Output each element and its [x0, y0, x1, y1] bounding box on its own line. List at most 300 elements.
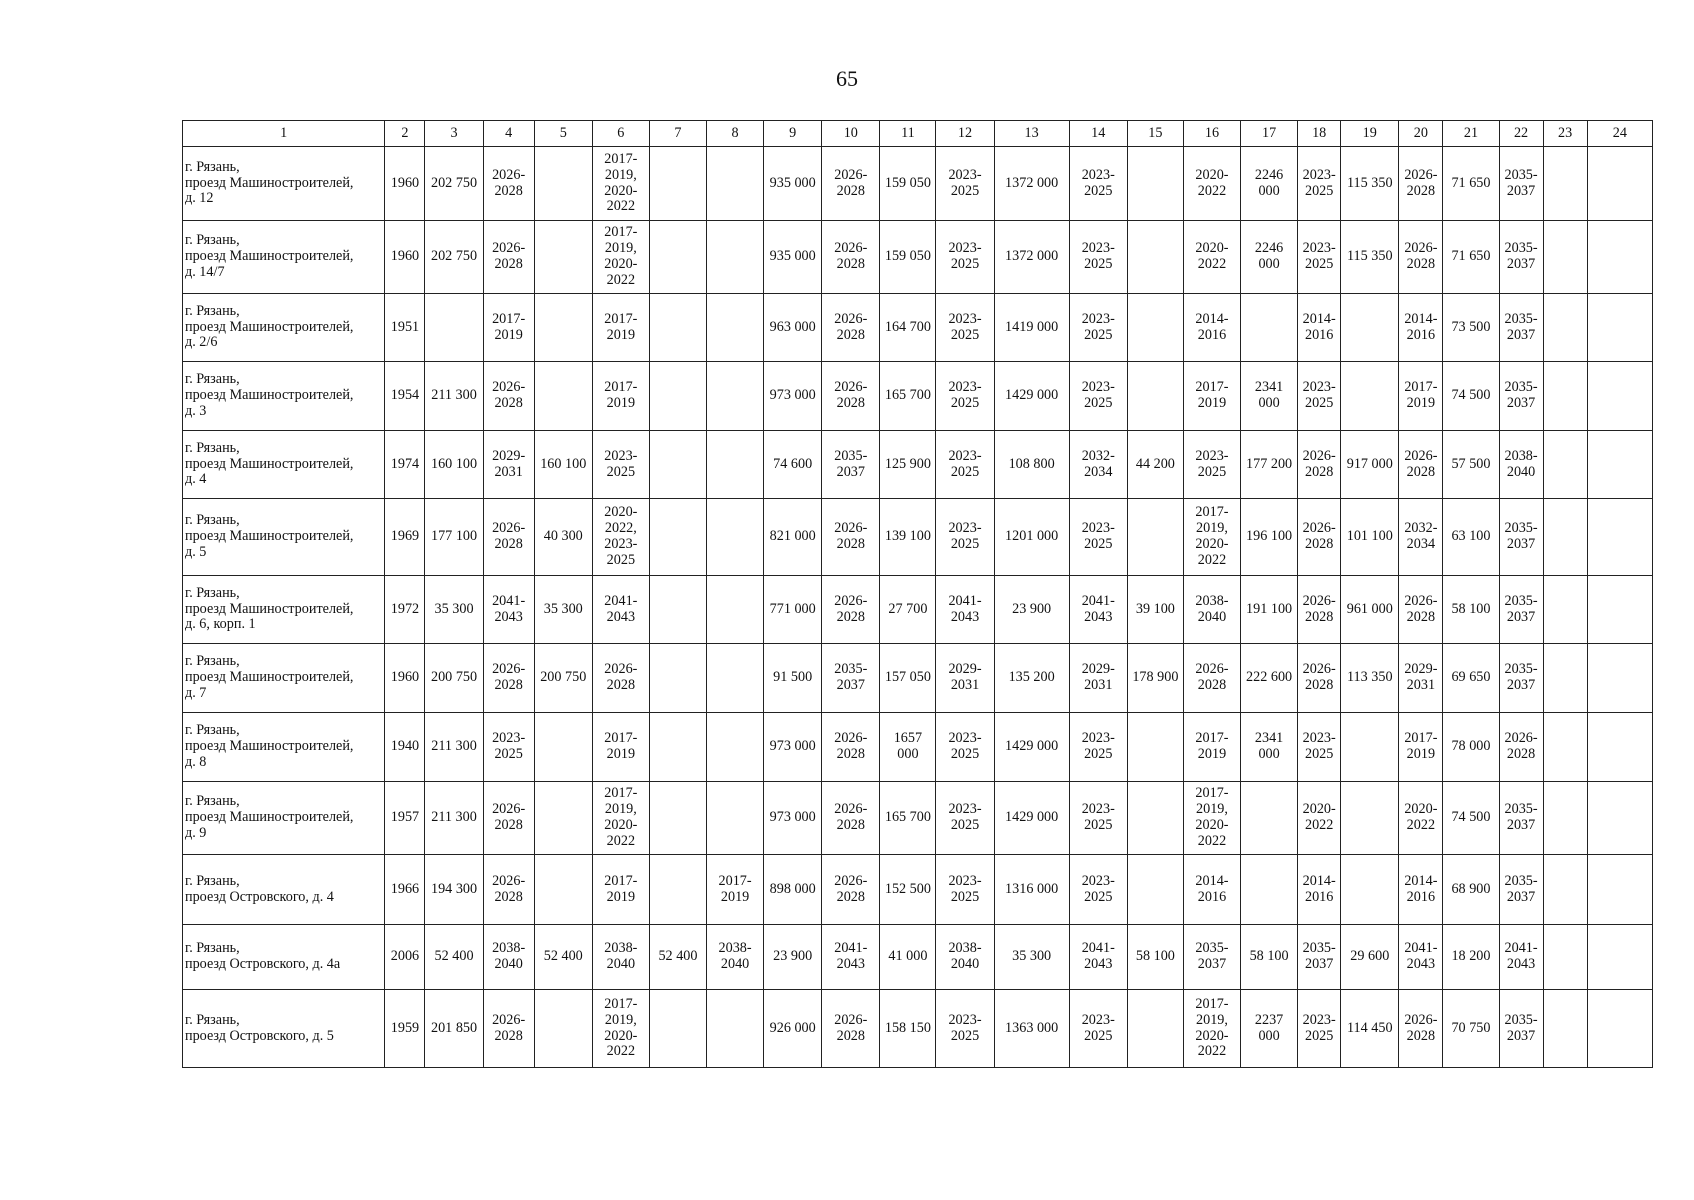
cell-line: 2017-	[492, 310, 526, 327]
cell-line: 108 800	[1008, 455, 1055, 472]
cell-line: 2038-	[1504, 447, 1538, 464]
table-cell	[1298, 925, 1341, 990]
table-cell	[425, 713, 483, 782]
cell-line: 2025	[1084, 326, 1113, 343]
address-cell	[183, 294, 385, 362]
cell-line: 2019	[1197, 395, 1227, 411]
cell-line: 35 300	[1012, 948, 1052, 965]
table-cell	[1443, 576, 1499, 644]
table-cell	[534, 294, 592, 362]
cell-line: г. Рязань,	[185, 371, 240, 388]
table-cell	[534, 499, 592, 576]
cell-line: д. 2/6	[185, 334, 218, 351]
table-cell	[649, 990, 706, 1068]
cell-line: проезд Машиностроителей,	[185, 174, 354, 191]
cell-line: 2035-	[1504, 872, 1538, 889]
cell-line: 2017-	[1195, 730, 1229, 747]
cell-line: 2028	[494, 1027, 523, 1044]
table-cell	[822, 925, 880, 990]
cell-line: 2020-	[1195, 817, 1229, 833]
cell-line: 2031	[950, 677, 980, 693]
cell-line: 58 100	[1135, 948, 1175, 965]
table-cell	[385, 644, 425, 713]
table-cell	[483, 782, 534, 855]
table-row	[183, 990, 1653, 1068]
table-cell	[707, 782, 764, 855]
table-cell	[1183, 362, 1240, 431]
table-cell	[1543, 147, 1587, 221]
cell-line: 2019,	[604, 1011, 637, 1028]
table-cell	[707, 644, 764, 713]
cell-line: проезд Машиностроителей,	[185, 738, 354, 755]
cell-line: 2040	[606, 956, 636, 972]
cell-line: 1363 000	[1005, 1019, 1059, 1036]
table-body	[183, 147, 1653, 1068]
table-cell	[1443, 147, 1499, 221]
table-cell	[880, 221, 936, 294]
cell-line: 202 750	[430, 174, 478, 191]
cell-line: 2022	[1304, 817, 1334, 833]
cell-line: 211 300	[431, 387, 477, 404]
cell-line: 2028	[494, 256, 523, 272]
cell-line: 963 000	[769, 318, 816, 335]
table-cell	[1543, 576, 1587, 644]
table-cell	[707, 990, 764, 1068]
table-cell	[764, 713, 822, 782]
cell-line: 2028	[836, 536, 865, 552]
cell-line: 2026-	[834, 730, 868, 747]
cell-line: г. Рязань,	[185, 722, 240, 739]
cell-line: г. Рязань,	[185, 653, 240, 670]
cell-line: 201 850	[430, 1019, 478, 1036]
cell-line: проезд Машиностроителей,	[185, 455, 354, 472]
cell-line: 2038-	[604, 940, 638, 957]
cell-line: 2026-	[1504, 730, 1538, 747]
cell-line: д. 6, корп. 1	[185, 616, 256, 633]
table-cell	[1543, 713, 1587, 782]
cell-line: 2017-	[604, 730, 638, 747]
table-cell	[880, 294, 936, 362]
cell-line: 2025	[950, 888, 980, 905]
column-number: 3	[425, 121, 483, 147]
cell-line: 2025	[1304, 182, 1334, 199]
cell-line: проезд Машиностроителей,	[185, 387, 354, 404]
table-cell	[483, 362, 534, 431]
cell-line: 2014-	[1195, 872, 1229, 889]
cell-line: 115 350	[1346, 248, 1393, 265]
cell-line: 2020-	[1195, 536, 1229, 552]
cell-line: 2035-	[1504, 240, 1538, 257]
table-cell	[707, 431, 764, 499]
cell-line: 69 650	[1451, 669, 1491, 686]
cell-line: 2037	[1506, 256, 1536, 272]
cell-line: 2025	[950, 326, 980, 343]
cell-line: 2025	[1197, 463, 1227, 480]
cell-line: 2023-	[948, 730, 982, 747]
cell-line: 2029-	[492, 447, 526, 464]
cell-line: 2037	[1304, 956, 1334, 972]
cell-line: 2028	[494, 395, 523, 411]
table-cell	[483, 576, 534, 644]
cell-line: 2035-	[1302, 940, 1336, 957]
table-cell	[1183, 221, 1240, 294]
cell-line: 2019	[606, 395, 636, 411]
table-cell	[1443, 782, 1499, 855]
cell-line: 973 000	[769, 809, 816, 826]
table-cell	[880, 782, 936, 855]
address-cell	[183, 782, 385, 855]
cell-line: 2032-	[1404, 520, 1438, 537]
table-cell	[764, 644, 822, 713]
cell-line: 2029-	[1404, 661, 1438, 678]
cell-line: 2023-	[948, 1011, 982, 1028]
cell-line: д. 7	[185, 684, 207, 701]
cell-line: 1966	[390, 880, 420, 897]
cell-line: 200 750	[430, 669, 478, 686]
table-cell	[425, 221, 483, 294]
table-row	[183, 499, 1653, 576]
table-cell	[1341, 431, 1399, 499]
table-cell	[425, 644, 483, 713]
cell-line: 35 300	[543, 600, 583, 617]
cell-line: проезд Машиностроителей,	[185, 248, 354, 265]
cell-line: 2041-	[1504, 940, 1538, 957]
cell-line: 1372 000	[1005, 248, 1059, 265]
table-cell	[994, 925, 1069, 990]
cell-line: 58 100	[1249, 948, 1289, 965]
cell-line: 2043	[1084, 956, 1113, 972]
cell-line: д. 4	[185, 471, 207, 488]
cell-line: 2026-	[492, 872, 526, 889]
cell-line: 2023-	[948, 801, 982, 818]
cell-line: 2026-	[1404, 166, 1438, 183]
cell-line: д. 5	[185, 543, 207, 560]
cell-line: 2025	[950, 746, 980, 762]
cell-line: 2028	[1304, 677, 1334, 693]
cell-line: 2023-	[948, 166, 982, 183]
table-cell	[592, 221, 649, 294]
table-cell	[385, 431, 425, 499]
cell-line: 2029-	[948, 661, 982, 678]
cell-line: 2028	[494, 182, 523, 199]
table-cell	[994, 499, 1069, 576]
table-cell	[592, 362, 649, 431]
cell-line: 2006	[390, 948, 420, 965]
cell-line: 68 900	[1451, 880, 1491, 897]
cell-line: 2246	[1254, 240, 1284, 257]
cell-line: 29 600	[1350, 948, 1390, 965]
table-cell	[1341, 147, 1399, 221]
cell-line: д. 8	[185, 753, 207, 770]
column-number: 5	[534, 121, 592, 147]
table-cell	[1341, 362, 1399, 431]
table-cell	[1298, 499, 1341, 576]
table-cell	[1183, 644, 1240, 713]
cell-line: 1940	[390, 738, 420, 755]
table-cell	[1587, 499, 1652, 576]
cell-line: 2026-	[1404, 447, 1438, 464]
table-cell	[1069, 221, 1127, 294]
cell-line: 2035-	[1504, 520, 1538, 537]
table-cell	[1298, 431, 1341, 499]
column-number: 21	[1443, 121, 1499, 147]
table-cell	[1587, 925, 1652, 990]
table-cell	[483, 713, 534, 782]
address-cell	[183, 644, 385, 713]
table-cell	[1499, 221, 1543, 294]
cell-line: 2038-	[948, 940, 982, 957]
table-cell	[385, 713, 425, 782]
cell-line: 2037	[1506, 395, 1536, 411]
cell-line: 159 050	[884, 248, 931, 265]
cell-line: 2031	[1084, 677, 1113, 693]
table-cell	[592, 782, 649, 855]
cell-line: 2025	[1304, 746, 1334, 762]
table-row	[183, 362, 1653, 431]
table-cell	[880, 855, 936, 925]
table-cell	[592, 499, 649, 576]
cell-line: 2028	[836, 608, 865, 625]
table-cell	[936, 990, 994, 1068]
cell-line: 2022	[1197, 551, 1227, 568]
address-cell	[183, 221, 385, 294]
table-cell	[822, 576, 880, 644]
table-cell	[1499, 147, 1543, 221]
cell-line: г. Рязань,	[185, 512, 240, 529]
cell-line: 2022	[606, 198, 636, 215]
table-cell	[385, 294, 425, 362]
table-cell	[1499, 782, 1543, 855]
column-number: 4	[483, 121, 534, 147]
table-cell	[1183, 782, 1240, 855]
cell-line: 2023-	[492, 730, 526, 747]
cell-line: г. Рязань,	[185, 158, 240, 175]
table-cell	[936, 644, 994, 713]
cell-line: 2017-	[604, 785, 638, 802]
table-cell	[1241, 644, 1298, 713]
cell-line: 2026-	[492, 166, 526, 183]
cell-line: 2020-	[604, 182, 638, 199]
column-number: 18	[1298, 121, 1341, 147]
table-row	[183, 576, 1653, 644]
cell-line: 2023-	[604, 536, 638, 552]
cell-line: 2019	[720, 888, 750, 905]
table-cell	[385, 925, 425, 990]
cell-line: 1960	[390, 174, 420, 191]
cell-line: 2028	[1506, 746, 1536, 762]
table-cell	[592, 855, 649, 925]
table-cell	[425, 499, 483, 576]
cell-line: 2023-	[1081, 801, 1115, 818]
cell-line: 74 500	[1451, 809, 1491, 826]
cell-line: 2028	[494, 888, 523, 905]
cell-line: 2023-	[1195, 447, 1229, 464]
table-cell	[764, 499, 822, 576]
table-cell	[1341, 925, 1399, 990]
table-cell	[1587, 431, 1652, 499]
cell-line: 2025	[1084, 888, 1113, 905]
table-cell	[1443, 294, 1499, 362]
cell-line: 2014-	[1404, 872, 1438, 889]
cell-line: 1419 000	[1005, 318, 1059, 335]
cell-line: 2022	[1197, 182, 1227, 199]
cell-line: 2020-	[1404, 801, 1438, 818]
table-cell	[385, 147, 425, 221]
cell-line: 2019,	[1196, 1011, 1228, 1028]
table-cell	[1399, 990, 1443, 1068]
table-cell	[1587, 855, 1652, 925]
cell-line: 2019	[606, 326, 636, 343]
table-cell	[1127, 362, 1183, 431]
table-cell	[1543, 294, 1587, 362]
cell-line: 2025	[1084, 182, 1113, 199]
table-cell	[707, 925, 764, 990]
cell-line: 78 000	[1451, 738, 1491, 755]
cell-line: 1959	[390, 1019, 420, 1036]
table-cell	[1069, 576, 1127, 644]
table-cell	[592, 431, 649, 499]
table-cell	[1183, 925, 1240, 990]
column-number: 14	[1069, 121, 1127, 147]
cell-line: 2037	[1506, 608, 1536, 625]
cell-line: 1974	[390, 455, 420, 472]
cell-line: 2026-	[1404, 240, 1438, 257]
table-cell	[592, 713, 649, 782]
table-cell	[592, 990, 649, 1068]
cell-line: 2019,	[604, 801, 637, 818]
address-cell	[183, 147, 385, 221]
cell-line: 196 100	[1246, 528, 1293, 545]
table-cell	[880, 990, 936, 1068]
table-cell	[1543, 855, 1587, 925]
table-cell	[880, 431, 936, 499]
cell-line: 2025	[1084, 256, 1113, 272]
cell-line: 73 500	[1451, 318, 1491, 335]
table-cell	[1298, 782, 1341, 855]
cell-line: 2016	[1197, 888, 1227, 905]
table-cell	[936, 782, 994, 855]
cell-line: 70 750	[1451, 1019, 1491, 1036]
table-cell	[1587, 782, 1652, 855]
table-cell	[1543, 431, 1587, 499]
table-cell	[425, 576, 483, 644]
cell-line: 1951	[390, 318, 420, 335]
table-cell	[1298, 644, 1341, 713]
cell-line: г. Рязань,	[185, 872, 240, 889]
cell-line: 2023-	[604, 447, 638, 464]
table-cell	[1399, 294, 1443, 362]
table-cell	[649, 782, 706, 855]
cell-line: 2017-	[1195, 995, 1229, 1012]
cell-line: 2026-	[834, 166, 868, 183]
cell-line: 2026-	[1302, 661, 1336, 678]
cell-line: 926 000	[769, 1019, 816, 1036]
table-cell	[1341, 221, 1399, 294]
cell-line: 2025	[950, 817, 980, 833]
table-cell	[1443, 431, 1499, 499]
cell-line: 1972	[390, 600, 420, 617]
cell-line: 2022	[606, 1043, 636, 1060]
table-cell	[994, 576, 1069, 644]
cell-line: 2040	[1506, 463, 1536, 480]
cell-line: 115 350	[1346, 174, 1393, 191]
column-number: 23	[1543, 121, 1587, 147]
cell-line: 973 000	[769, 738, 816, 755]
cell-line: 2019,	[1196, 520, 1228, 537]
table-cell	[385, 855, 425, 925]
cell-line: 2025	[950, 395, 980, 411]
cell-line: 2020-	[1195, 240, 1229, 257]
table-cell	[1341, 782, 1399, 855]
table-cell	[1587, 362, 1652, 431]
column-number: 7	[649, 121, 706, 147]
table-cell	[1543, 221, 1587, 294]
table-cell	[1399, 362, 1443, 431]
cell-line: 2019,	[1196, 801, 1228, 818]
cell-line: 125 900	[884, 455, 931, 472]
cell-line: 898 000	[769, 880, 816, 897]
table-cell	[1499, 990, 1543, 1068]
cell-line: 2020-	[1302, 801, 1336, 818]
table-cell	[880, 362, 936, 431]
table-cell	[1069, 499, 1127, 576]
table-cell	[994, 147, 1069, 221]
cell-line: 2025	[1084, 536, 1113, 552]
table-cell	[1298, 855, 1341, 925]
table-cell	[1443, 499, 1499, 576]
table-cell	[880, 925, 936, 990]
cell-line: 2040	[1197, 608, 1227, 625]
column-number: 22	[1499, 121, 1543, 147]
cell-line: 160 100	[430, 455, 478, 472]
cell-line: 2028	[494, 817, 523, 833]
table-cell	[1543, 925, 1587, 990]
address-cell	[183, 431, 385, 499]
table-row	[183, 782, 1653, 855]
cell-line: 2026-	[492, 520, 526, 537]
cell-line: 39 100	[1135, 600, 1175, 617]
cell-line: 2014-	[1195, 310, 1229, 327]
cell-line: д. 3	[185, 402, 207, 419]
cell-line: 2040	[720, 956, 750, 972]
cell-line: 2037	[1506, 817, 1536, 833]
table-cell	[1127, 990, 1183, 1068]
cell-line: 71 650	[1451, 174, 1491, 191]
table-cell	[592, 644, 649, 713]
table-cell	[649, 147, 706, 221]
cell-line: 2040	[950, 956, 980, 972]
cell-line: 2025	[1304, 395, 1334, 411]
table-cell	[1241, 147, 1298, 221]
table-cell	[649, 644, 706, 713]
cell-line: 2016	[1406, 888, 1436, 905]
table-cell	[649, 576, 706, 644]
table-cell	[936, 147, 994, 221]
table-cell	[483, 221, 534, 294]
cell-line: 2025	[1084, 395, 1113, 411]
cell-line: 2019	[606, 746, 636, 762]
table-cell	[483, 925, 534, 990]
table-cell	[764, 147, 822, 221]
table-cell	[534, 221, 592, 294]
cell-line: 160 100	[540, 455, 587, 472]
table-cell	[1443, 990, 1499, 1068]
cell-line: 2341	[1254, 379, 1284, 396]
cell-line: 159 050	[884, 174, 931, 191]
table-cell	[1069, 294, 1127, 362]
table-row	[183, 431, 1653, 499]
table-cell	[1127, 713, 1183, 782]
